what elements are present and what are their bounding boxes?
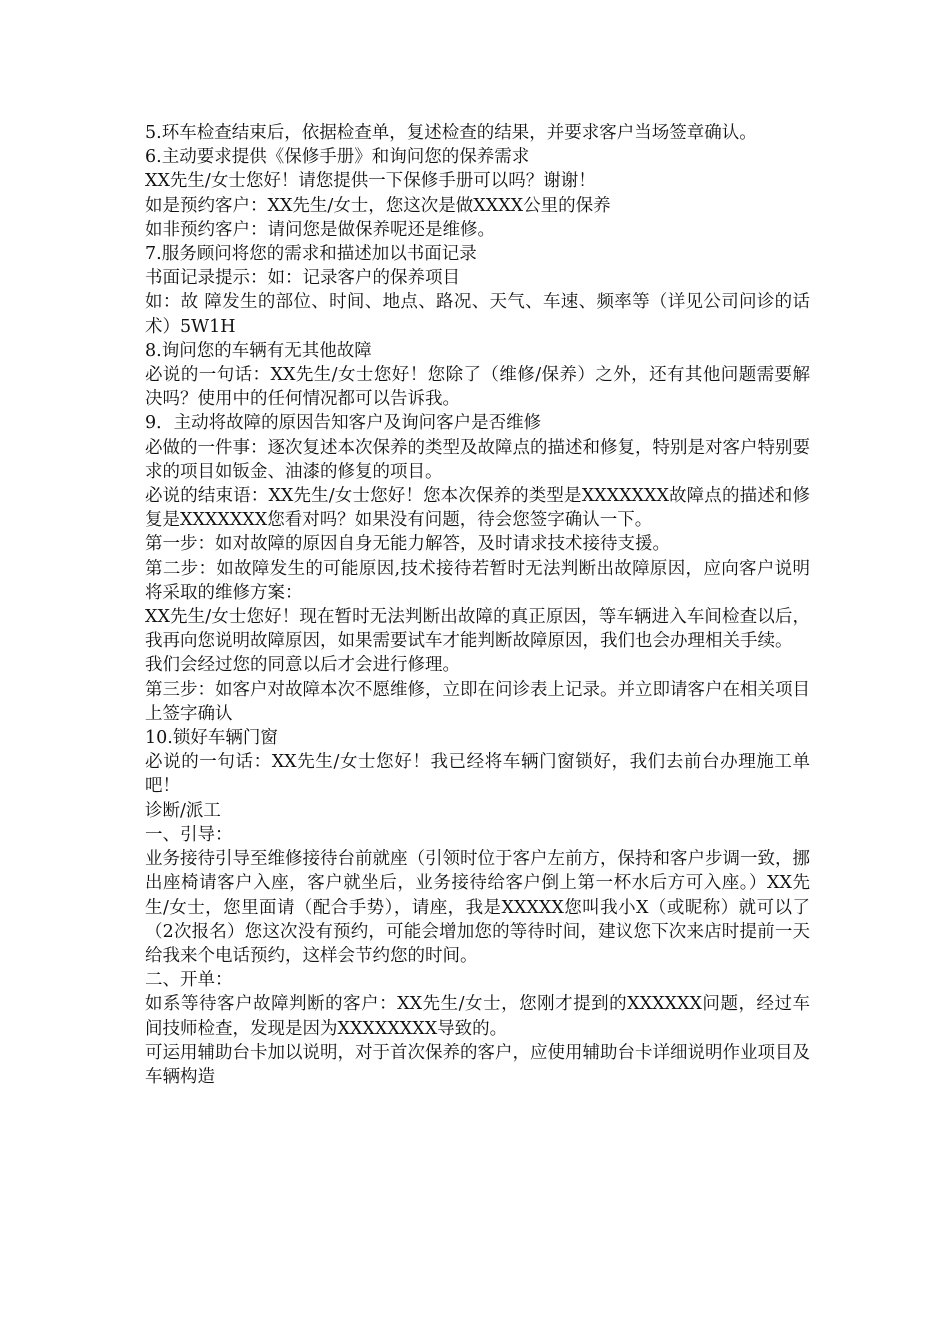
paragraph-second-step-script: XX先生/女士您好！现在暂时无法判断出故障的真正原因，等车辆进入车间检查以后，我再向您说明故障原因，如果需要试车才能判断故障原因，我们也会办理相关手续。 [145, 607, 810, 652]
paragraph-open-order-script: 如系等待客户故障判断的客户：XX先生/女士，您刚才提到的XXXXXX问题，经过车间技师检查，发现是因为XXXXXXXX导致的。 [145, 994, 810, 1039]
paragraph-step-8-phrase: 必说的一句话：XX先生/女士您好！您除了（维修/保养）之外，还有其他问题需要解决吗？使用中的任何情况都可以告诉我。 [145, 365, 810, 410]
paragraph-third-step: 第三步：如客户对故障本次不愿维修，立即在问诊表上记录。并立即请客户在相关项目上签字确认 [145, 679, 810, 724]
section-heading-diagnosis: 诊断/派工 [145, 800, 221, 821]
paragraph-first-step: 第一步：如对故障的原因自身无能力解答，及时请求技术接待支援。 [145, 534, 670, 555]
paragraph-step-5: 5.环车检查结束后，依据检查单，复述检查的结果，并要求客户当场签章确认。 [145, 123, 757, 143]
subheading-open-order: 二、开单： [145, 970, 233, 991]
paragraph-fault-details: 如：故 障发生的部位、时间、地点、路况、天气、车速、频率等（详见公司问诊的话术）5W1H [145, 292, 810, 337]
paragraph-step-6-greeting: XX先生/女士您好！请您提供一下保修手册可以吗？谢谢！ [145, 171, 596, 192]
paragraph-step-7-heading: 7.服务顾问将您的需求和描述加以书面记录 [145, 244, 477, 265]
subheading-guide: 一、引导： [145, 824, 233, 845]
paragraph-step-9-closing: 必说的结束语：XX先生/女士您好！您本次保养的类型是XXXXXXX故障点的描述和修复是XXXXXXX您看对吗？如果没有问题，待会您签字确认一下。 [145, 486, 810, 531]
paragraph-step-8-heading: 8.询问您的车辆有无其他故障 [145, 340, 372, 361]
paragraph-written-record-tip: 书面记录提示：如：记录客户的保养项目 [145, 268, 460, 289]
paragraph-guide-details: 业务接待引导至维修接待台前就座（引领时位于客户左前方，保持和客户步调一致，挪出座椅请客户入座，客户就坐后，业务接待给客户倒上第一杯水后方可入座。）XX先生/女士，您里面请（配合手势），请座，我是XXXXX您叫我小X（或昵称）就可以了（2次报名）您这次没有预约，可能会增加您的等待时间，建议您下次来店时提前一天给我来个电话预约，这样会节约您的时间。 [145, 849, 810, 966]
paragraph-consent-note: 我们会经过您的同意以后才会进行修理。 [145, 655, 460, 676]
paragraph-step-6-heading: 6.主动要求提供《保修手册》和询问您的保养需求 [145, 147, 530, 168]
document-body [145, 121, 810, 1089]
paragraph-auxiliary-card: 可运用辅助台卡加以说明，对于首次保养的客户，应使用辅助台卡详细说明作业项目及车辆构造 [145, 1042, 810, 1087]
paragraph-second-step: 第二步：如故障发生的可能原因,技术接待若暂时无法判断出故障原因，应向客户说明将采取的维修方案： [145, 558, 810, 603]
paragraph-step-9-task: 必做的一件事：逐次复述本次保养的类型及故障点的描述和修复，特别是对客户特别要求的项目如钣金、油漆的修复的项目。 [145, 437, 810, 482]
paragraph-step-10-heading: 10.锁好车辆门窗 [145, 728, 278, 749]
paragraph-step-10-phrase: 必说的一句话：XX先生/女士您好！我已经将车辆门窗锁好，我们去前台办理施工单吧！ [145, 752, 810, 797]
paragraph-step-9-heading: 9．主动将故障的原因告知客户及询问客户是否维修 [145, 413, 542, 434]
paragraph-non-reserved-customer: 如非预约客户：请问您是做保养呢还是维修。 [145, 219, 495, 240]
paragraph-reserved-customer: 如是预约客户：XX先生/女士，您这次是做XXXX公里的保养 [145, 195, 611, 216]
